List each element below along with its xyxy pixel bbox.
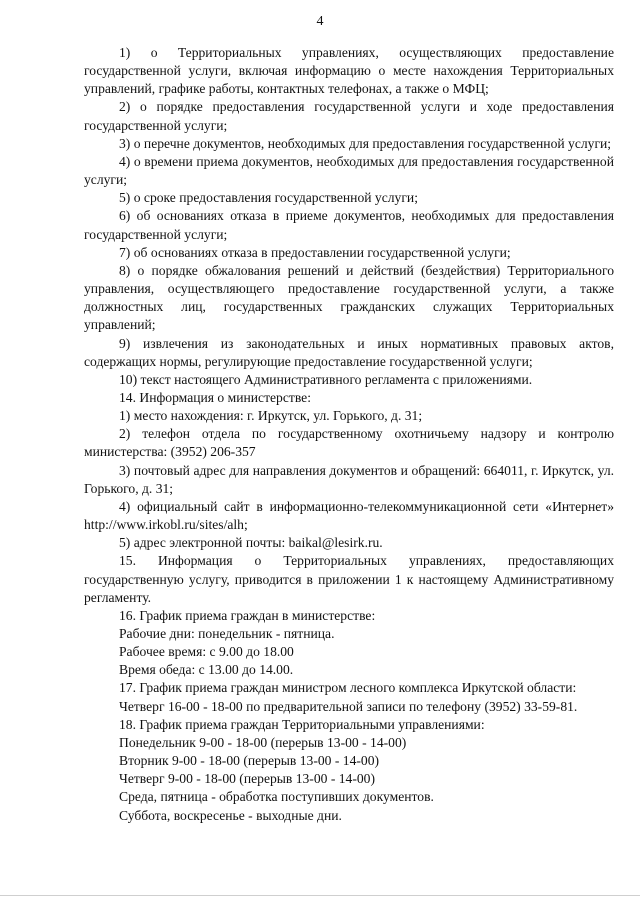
document-body (84, 44, 614, 825)
section-heading: 14. Информация о министерстве: (119, 389, 311, 405)
paragraph: 1) место нахождения: г. Иркутск, ул. Горького, д. 31; (119, 408, 423, 424)
paragraph: 7) об основаниях отказа в предоставлении государственной услуги; (119, 244, 511, 260)
section-heading: 18. График приема граждан Территориальными управлениями: (119, 716, 485, 732)
paragraph: 6) об основаниях отказа в приеме документов, необходимых для предоставления государственной услуги; (84, 208, 614, 242)
schedule-line: Рабочие дни: понедельник - пятница. (119, 626, 335, 641)
schedule-line: Понедельник 9-00 - 18-00 (перерыв 13-00 - 14-00) (119, 734, 407, 750)
paragraph: 4) официальный сайт в информационно-телекоммуникационной сети «Интернет» http://www.irkobl.ru/sites/alh; (84, 498, 614, 533)
paragraph: 8) о порядке обжалования решений и действий (бездействия) Территориального управления, осуществляющего предоставление государственной услуги, а также должностных лиц, государственных гражданских служащих Территориальных управлений; (84, 262, 614, 333)
section-heading: 16. График приема граждан в министерстве: (119, 607, 376, 623)
schedule-line: Вторник 9-00 - 18-00 (перерыв 13-00 - 14-00) (119, 753, 380, 769)
paragraph: 9) извлечения из законодательных и иных нормативных правовых актов, содержащих нормы, регулирующие предоставление государственной услуги; (84, 335, 614, 369)
schedule-line: Четверг 16-00 - 18-00 по предварительной записи по телефону (3952) 33-59-81. (119, 698, 578, 714)
schedule-line: Суббота, воскресенье - выходные дни. (119, 807, 342, 823)
schedule-line: Время обеда: с 13.00 до 14.00. (119, 662, 294, 678)
paragraph: 4) о времени приема документов, необходимых для предоставления государственной услуги; (84, 153, 614, 188)
paragraph: 1) о Территориальных управлениях, осуществляющих предоставление государственной услуги, включая информацию о месте нахождения Территориальных управлений, графике работы, контактных телефонах, а также о МФЦ; (84, 45, 614, 97)
page-bottom-edge (0, 895, 640, 896)
schedule-line: Рабочее время: с 9.00 до 18.00 (119, 644, 294, 660)
paragraph: 3) о перечне документов, необходимых для предоставления государственной услуги; (119, 135, 612, 151)
schedule-line: Среда, пятница - обработка поступивших документов. (119, 789, 434, 805)
section-heading: 17. График приема граждан министром лесного комплекса Иркутской области: (119, 680, 577, 696)
paragraph: 5) адрес электронной почты: baikal@lesirk.ru. (119, 535, 383, 551)
paragraph: 5) о сроке предоставления государственной услуги; (119, 190, 418, 206)
schedule-line: Четверг 9-00 - 18-00 (перерыв 13-00 - 14-00) (119, 771, 375, 787)
paragraph: 15. Информация о Территориальных управлениях, предоставляющих государственную услугу, приводится в приложении 1 к настоящему Административному регламенту. (84, 553, 614, 605)
paragraph: 10) текст настоящего Административного регламента с приложениями. (119, 371, 533, 387)
paragraph: 2) о порядке предоставления государственной услуги и ходе предоставления государственной услуги; (84, 99, 614, 133)
page-number: 4 (316, 14, 324, 29)
paragraph: 2) телефон отдела по государственному охотничьему надзору и контролю министерства: (3952) 206-357 (84, 426, 614, 460)
paragraph: 3) почтовый адрес для направления документов и обращений: 664011, г. Иркутск, ул. Горького, д. 31; (84, 462, 614, 496)
